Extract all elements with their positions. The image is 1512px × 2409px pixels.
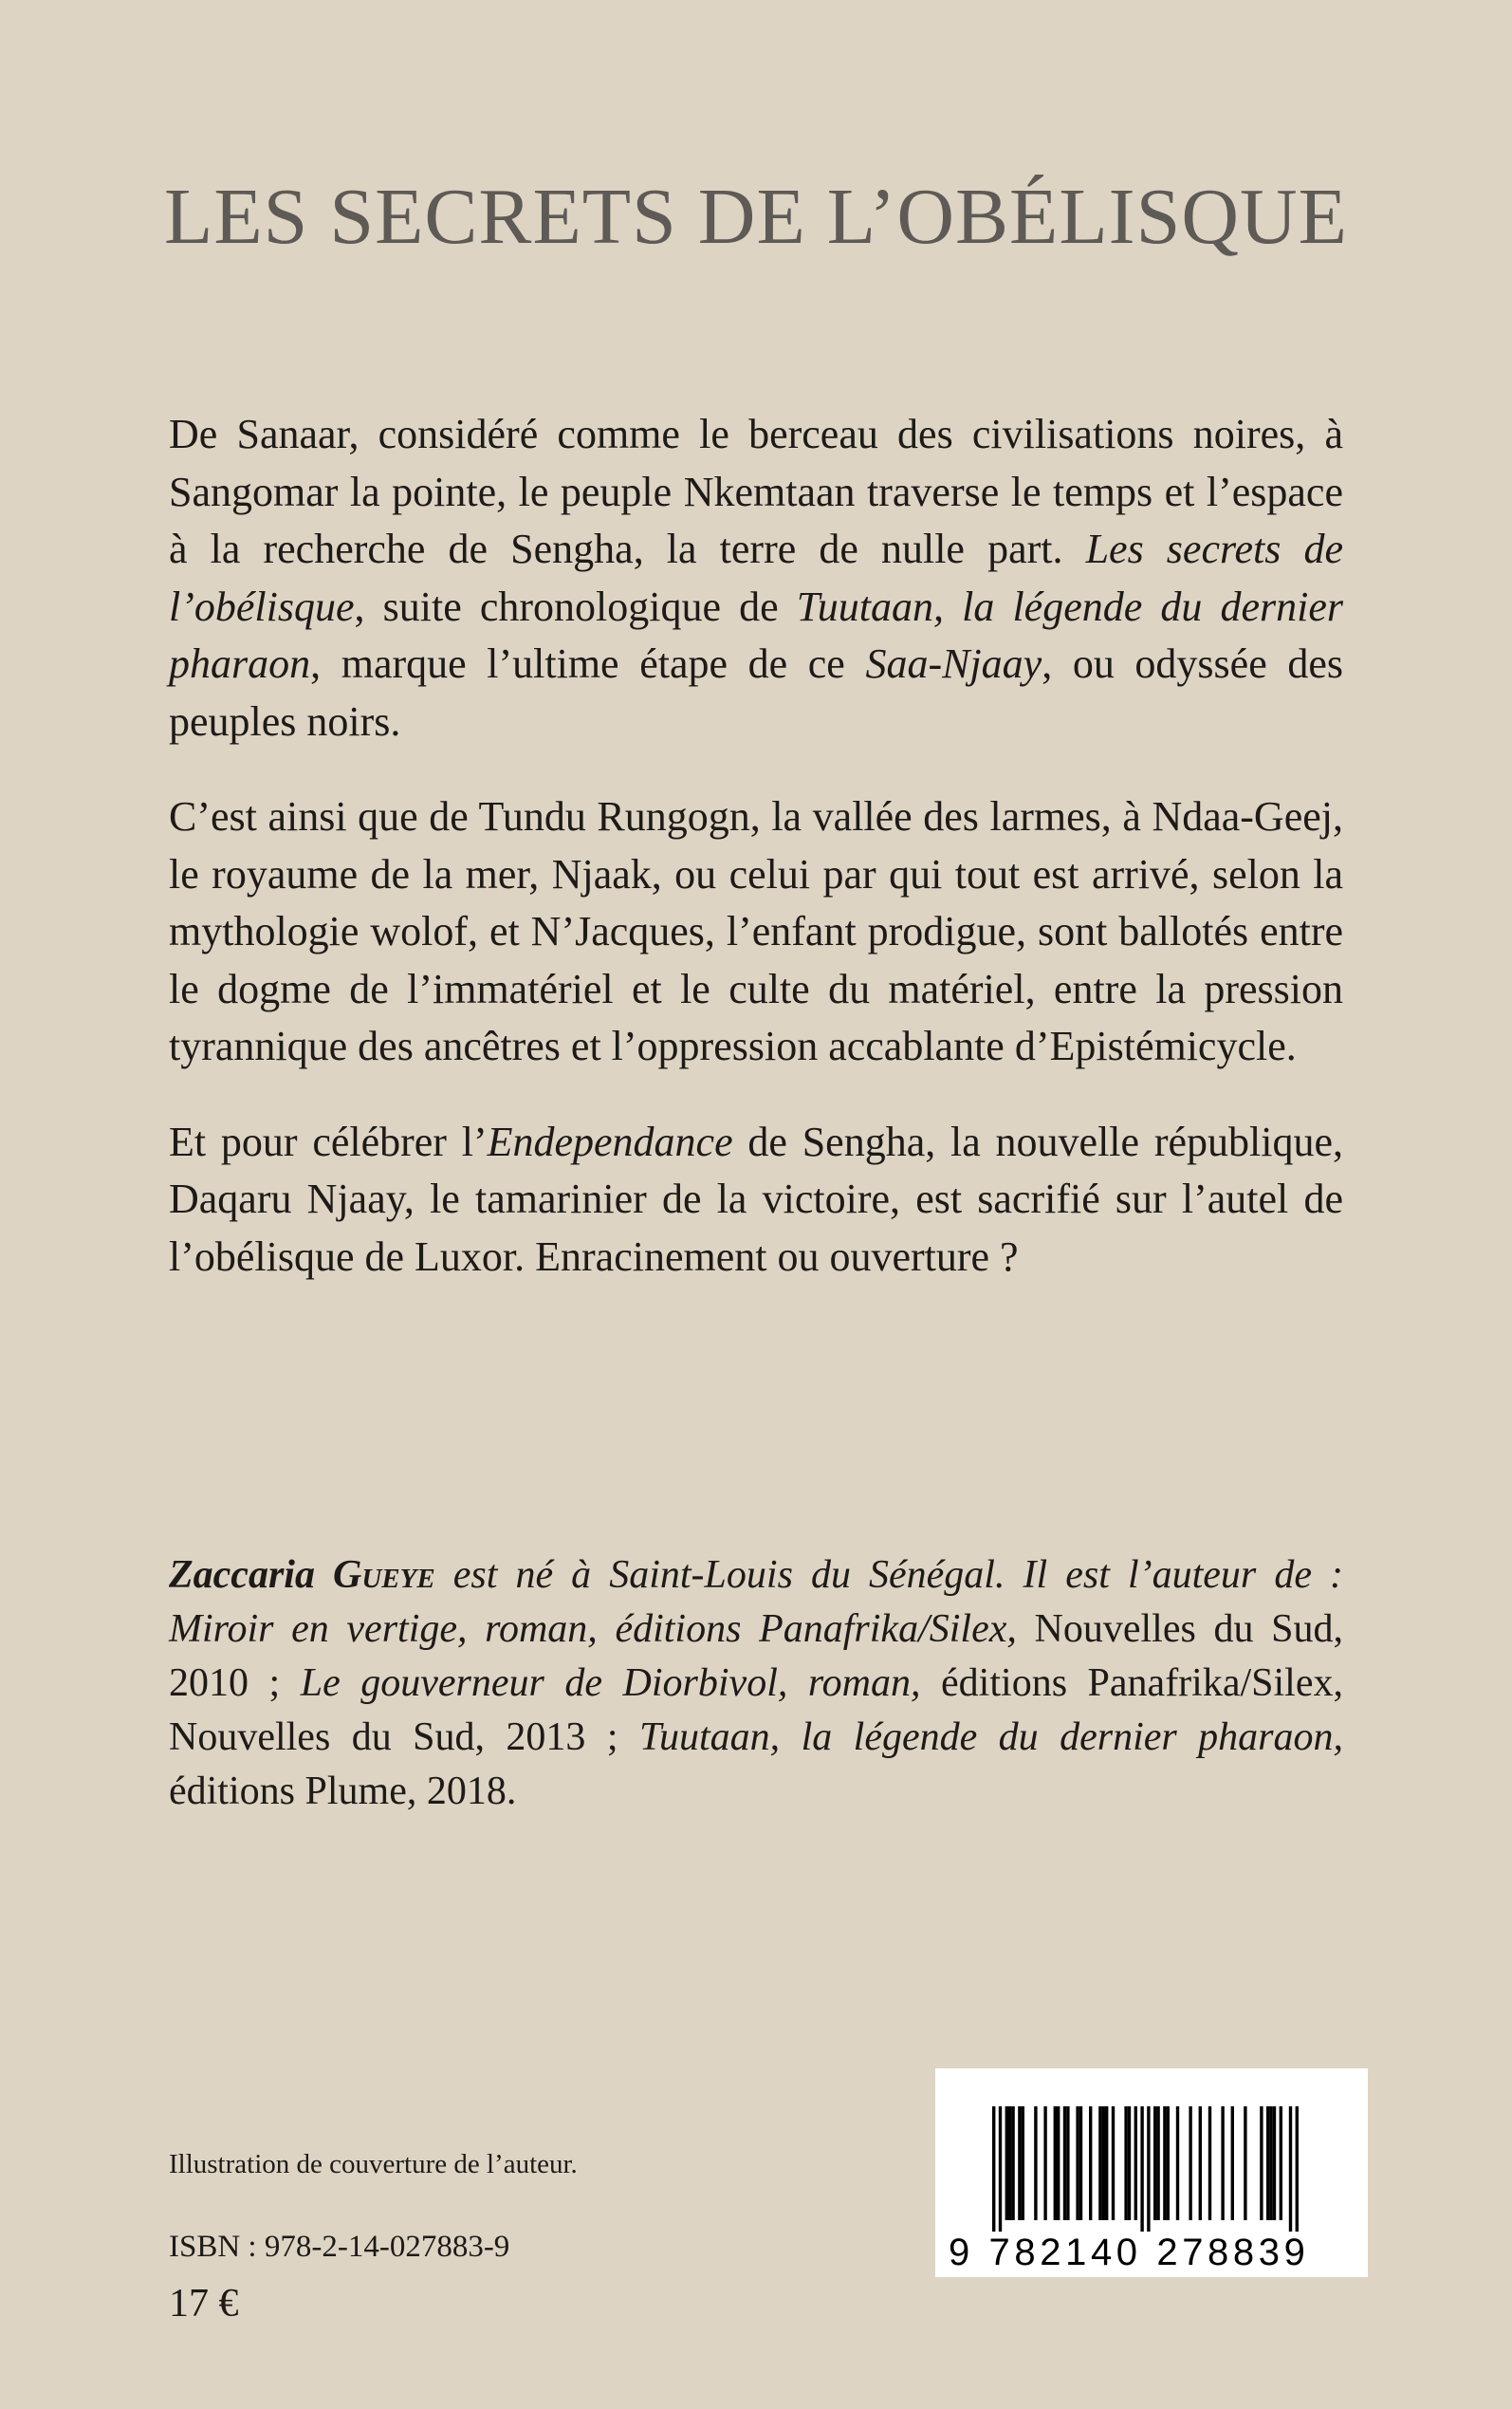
barcode-bar (1260, 2106, 1263, 2220)
bio-text: Nouvelles du Sud, 2010 ; (169, 1607, 1343, 1705)
barcode-bar (1296, 2106, 1299, 2232)
synopsis-paragraph-3 (169, 1114, 1343, 1287)
barcode-bar (1112, 2106, 1115, 2220)
barcode-bar (1280, 2106, 1282, 2220)
barcode-bar (1008, 2106, 1011, 2220)
barcode-bar (1266, 2106, 1269, 2220)
barcode-digits: 9 782140 278839 (949, 2232, 1310, 2273)
bio-text: éditions Plume, 2018. (169, 1770, 517, 1813)
barcode-bar (1231, 2106, 1234, 2220)
synopsis-paragraph-2: C’est ainsi que de Tundu Rungogn, la vallée des larmes, à Ndaa-Geej, le royaume de la mer, Njaak, ou celui par qui tout est arrivé, selon la mythologie wolof, et N’Jacques, l’enfant prodigue, sont ballotés entre le dogme de l’immatériel et le culte du matériel, entre la pression tyrannique des ancêtres et l’oppression accablante d’Epistémicycle. (169, 793, 1343, 1069)
barcode (935, 2068, 1368, 2277)
barcode-bar (1208, 2106, 1211, 2220)
barcode-bar (1057, 2106, 1060, 2220)
author-last-name: Gueye (333, 1553, 435, 1597)
barcode-bar (999, 2106, 1002, 2232)
author-first-name: Zaccaria (169, 1553, 315, 1597)
author-bio-paragraph (169, 1548, 1343, 1819)
synopsis-text: , ou odyssée des peuples noirs. (169, 640, 1343, 745)
bio-italic: Tuutaan, la légende du dernier pharaon, (638, 1715, 1343, 1759)
bio-italic: Le gouverneur de Diorbivol, roman, (300, 1661, 921, 1705)
synopsis-italic: Saa-Njaay (865, 640, 1042, 687)
barcode-bar (1147, 2106, 1150, 2232)
barcode-bar (1269, 2106, 1272, 2220)
author-bio (169, 1548, 1343, 1819)
barcode-bar (1043, 2106, 1046, 2220)
synopsis-paragraph-1 (169, 406, 1343, 750)
barcode-bar (1098, 2106, 1101, 2220)
barcode-bar (1018, 2106, 1021, 2220)
isbn: ISBN : 978-2-14-027883-9 (169, 2230, 510, 2264)
barcode-bar (1199, 2106, 1202, 2220)
barcode-bar (1189, 2106, 1191, 2220)
bio-italic: est né à Saint-Louis du Sénégal. Il est l’auteur de : Miroir en vertige, roman, éditions Panafrika/Silex, (169, 1553, 1343, 1651)
barcode-bar (1105, 2106, 1108, 2220)
synopsis-text: Et pour célébrer l’ (169, 1118, 488, 1165)
price: 17 € (169, 2282, 239, 2326)
synopsis-italic: Tuutaan, la légende du dernier pharaon (169, 583, 1343, 687)
barcode-bar (1034, 2106, 1037, 2220)
barcode-bar (1289, 2106, 1292, 2232)
barcode-bar (1163, 2106, 1166, 2220)
barcode-bar (1079, 2106, 1082, 2220)
barcode-bar (1140, 2106, 1143, 2232)
synopsis-text: , marque l’ultime étape de ce (310, 640, 866, 687)
barcode-bar (1156, 2106, 1159, 2220)
barcode-bar (1124, 2106, 1127, 2220)
cover-credit: Illustration de couverture de l’auteur. (169, 2149, 578, 2179)
synopsis-text: De Sanaar, considéré comme le berceau des civilisations noires, à Sangomar la pointe, le peuple Nkemtaan traverse le temps et l’espace à la recherche de Sengha, la terre de nulle part. (169, 411, 1343, 572)
synopsis (169, 406, 1343, 1324)
barcode-bar (1221, 2106, 1224, 2220)
synopsis-italic: Les secrets de l’obélisque (169, 526, 1343, 630)
synopsis-italic: Endependance (487, 1118, 733, 1165)
barcode-bar (1089, 2106, 1092, 2220)
barcode-bar (1134, 2106, 1137, 2220)
barcode-bar (1176, 2106, 1179, 2220)
barcode-bar (1167, 2106, 1170, 2220)
book-title: LES SECRETS DE L’OBÉLISQUE (164, 173, 1348, 261)
barcode-bar (1153, 2106, 1156, 2220)
barcode-bar (1022, 2106, 1024, 2220)
barcode-bar (1005, 2106, 1008, 2220)
barcode-bar (1066, 2106, 1069, 2220)
synopsis-text: , suite chronologique de (354, 583, 797, 630)
barcode-bar (1273, 2106, 1276, 2220)
barcode-bar (1102, 2106, 1105, 2220)
barcode-bar (1011, 2106, 1014, 2220)
barcode-bar (1244, 2106, 1246, 2220)
bio-text: éditions Panafrika/Silex, Nouvelles du Sud, 2013 ; (169, 1661, 1343, 1759)
barcode-bar (1054, 2106, 1057, 2220)
synopsis-text: de Sengha, la nouvelle république, Daqaru Njaay, le tamarinier de la victoire, est sacrifié sur l’autel de l’obélisque de Luxor. Enracinement ou ouverture ? (169, 1118, 1344, 1280)
barcode-bar (1076, 2106, 1079, 2220)
barcode-bar (1128, 2106, 1131, 2220)
barcode-bar (992, 2106, 995, 2232)
barcode-bar (1063, 2106, 1066, 2220)
